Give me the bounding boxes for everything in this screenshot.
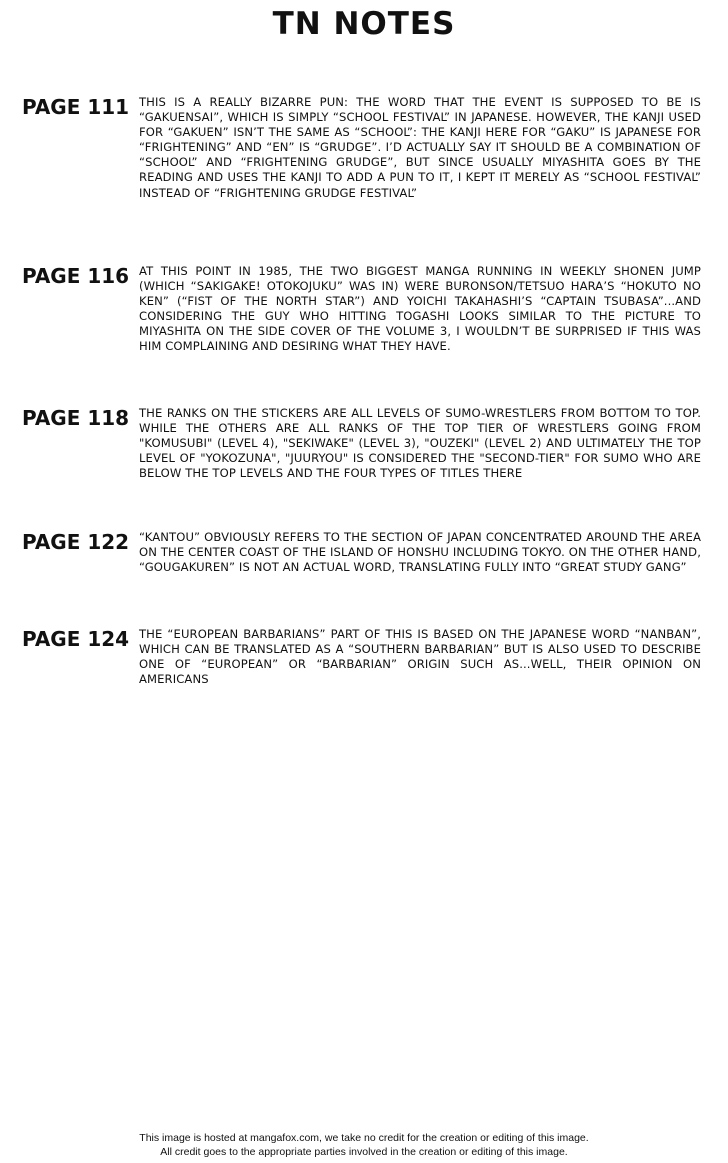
note-text: THE RANKS ON THE STICKERS ARE ALL LEVELS OF SUMO-WRESTLERS FROM BOTTOM TO TOP. WHILE THE OTHERS ARE ALL RANKS OF THE TOP TIER OF WRESTLERS GOING FROM "KOMUSUBI" (LEVEL 4), "SEKIWAKE" (LEVEL 3), "OUZEKI" (LEVEL 2) AND ULTIMATELY THE TOP LEVEL OF "YOKOZUNA", "JUURYOU" IS CONSIDERED THE "SECOND-TIER" FOR SUMO WHO ARE BELOW THE TOP LEVELS AND THE FOUR TYPES OF TITLES THERE: [139, 406, 701, 481]
note-page-label: PAGE 124: [22, 627, 130, 651]
footer-line-1: This image is hosted at mangafox.com, we take no credit for the creation or editing of this image.: [139, 1132, 589, 1144]
note-text: AT THIS POINT IN 1985, THE TWO BIGGEST MANGA RUNNING IN WEEKLY SHONEN JUMP (WHICH “SAKIGAKE! OTOKOJUKU” WAS IN) WERE BURONSON/TETSUO HARA’S “HOKUTO NO KEN” (“FIST OF THE NORTH STAR”) AND YOICHI TAKAHASHI’S “CAPTAIN TSUBASA”...AND CONSIDERING THE GUY WHO HITTING TOGASHI LOOKS SIMILAR TO THE PICTURE TO MIYASHITA ON THE SIDE COVER OF THE VOLUME 3, I WOULDN’T BE SURPRISED IF THIS WAS HIM COMPLAINING AND DESIRING WHAT THEY HAVE.: [139, 264, 701, 354]
page-title: TN NOTES: [272, 6, 456, 42]
note-page-label: PAGE 116: [22, 264, 130, 288]
note-text: THIS IS A REALLY BIZARRE PUN: THE WORD THAT THE EVENT IS SUPPOSED TO BE IS “GAKUENSAI”, WHICH IS SIMPLY “SCHOOL FESTIVAL” IN JAPANESE. HOWEVER, THE KANJI USED FOR “GAKUEN” ISN’T THE SAME AS “SCHOOL”: THE KANJI HERE FOR “GAKU” IS JAPANESE FOR “FRIGHTENING” AND “EN” IS “GRUDGE”. I’D ACTUALLY SAY IT SHOULD BE A COMBINATION OF “SCHOOL” AND “FRIGHTENING GRUDGE”, BUT SINCE USUALLY MIYASHITA GOES BY THE READING AND USES THE KANJI TO ADD A PUN TO IT, I KEPT IT MERELY AS “SCHOOL FESTIVAL” INSTEAD OF “FRIGHTENING GRUDGE FESTIVAL”: [139, 95, 701, 200]
note-page-label: PAGE 111: [22, 95, 130, 119]
note-page-label: PAGE 122: [22, 530, 130, 554]
note-text: “KANTOU” OBVIOUSLY REFERS TO THE SECTION OF JAPAN CONCENTRATED AROUND THE AREA ON THE CENTER COAST OF THE ISLAND OF HONSHU INCLUDING TOKYO. ON THE OTHER HAND, “GOUGAKUREN” IS NOT AN ACTUAL WORD, TRANSLATING FULLY INTO “GREAT STUDY GANG”: [139, 530, 701, 575]
note-page-label: PAGE 118: [22, 406, 130, 430]
footer: [0, 1131, 728, 1159]
footer-line-2: All credit goes to the appropriate parties involved in the creation or editing of this image.: [160, 1146, 568, 1158]
note-text: THE “EUROPEAN BARBARIANS” PART OF THIS IS BASED ON THE JAPANESE WORD “NANBAN”, WHICH CAN BE TRANSLATED AS A “SOUTHERN BARBARIAN” BUT IS ALSO USED TO DESCRIBE ONE OF “EUROPEAN” OR “BARBARIAN” ORIGIN SUCH AS...WELL, THEIR OPINION ON AMERICANS: [139, 627, 701, 687]
